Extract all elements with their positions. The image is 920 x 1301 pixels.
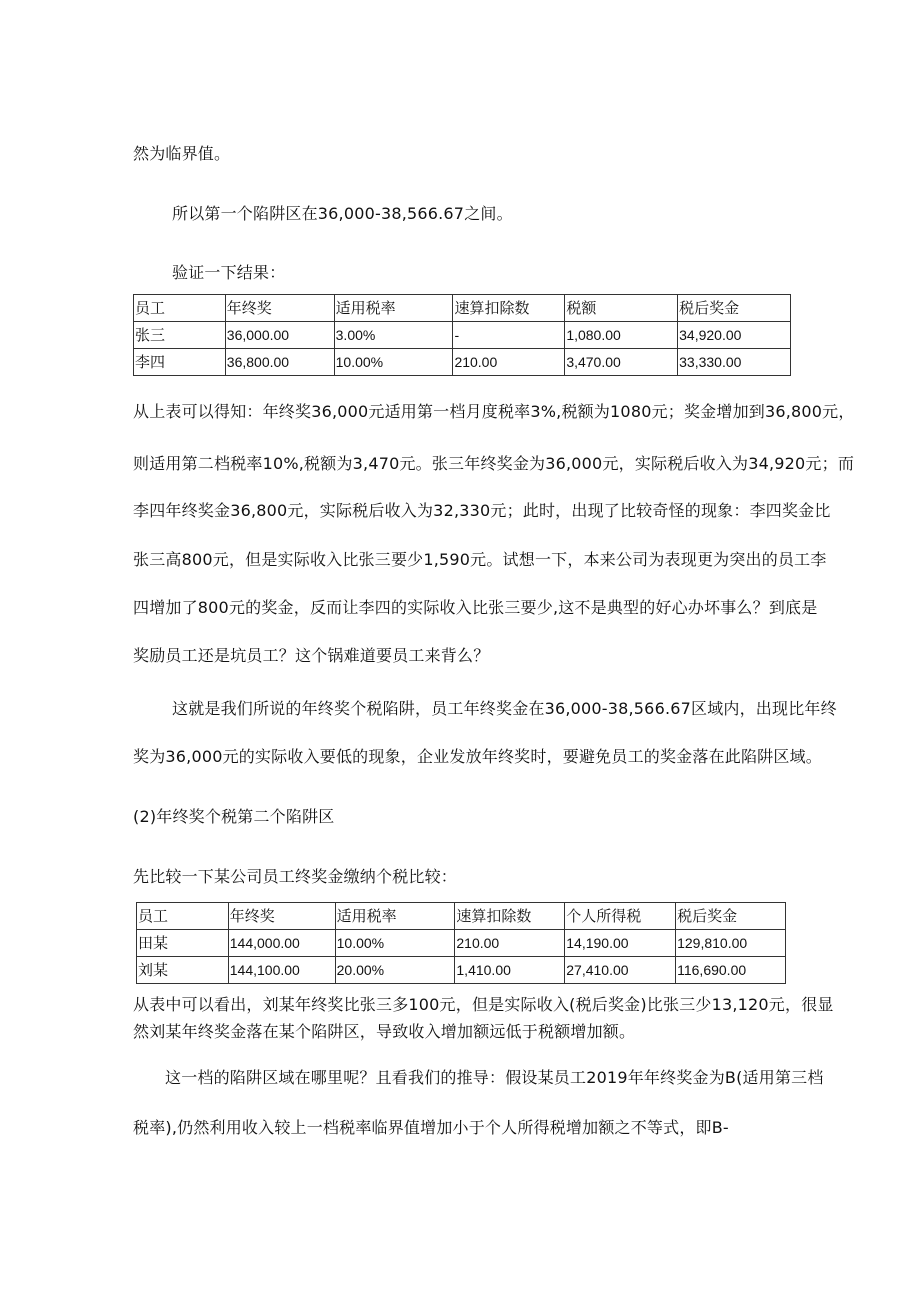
table-header-cell: 年终奖 (225, 295, 334, 322)
table-cell: - (453, 322, 565, 349)
table-cell: 36,000.00 (225, 322, 334, 349)
table-cell: 36,800.00 (225, 349, 334, 376)
table-header-cell: 适用税率 (335, 903, 455, 930)
paragraph-trap-definition-line: 奖为36,000元的实际收入要低的现象，企业发放年终奖时，要避免员工的奖金落在此陷阱区域。 (133, 747, 822, 766)
table-cell-employee: 李四 (134, 349, 226, 376)
table-header-row (137, 903, 786, 930)
paragraph-derivation-line: 这一档的陷阱区域在哪里呢？且看我们的推导：假设某员工2019年年终奖金为B(适用第三档 (165, 1068, 824, 1087)
paragraph-trap-definition-line: 这就是我们所说的年终奖个税陷阱，员工年终奖金在36,000-38,566.67区域内，出现比年终 (172, 699, 837, 718)
paragraph-analysis-line: 奖励员工还是坑员工？这个锅难道要员工来背么？ (133, 646, 490, 665)
table-cell: 210.00 (453, 349, 565, 376)
table-trap-one-comparison (133, 294, 791, 376)
table-cell: 129,810.00 (676, 930, 786, 957)
table-trap-two-comparison (136, 902, 786, 984)
table-cell: 10.00% (334, 349, 453, 376)
table-cell: 33,330.00 (678, 349, 791, 376)
paragraph-analysis-line: 则适用第二档税率10%,税额为3,470元。张三年终奖金为36,000元，实际税后收入为34,920元；而 (133, 454, 855, 473)
table-cell: 210.00 (455, 930, 565, 957)
table-cell: 20.00% (335, 957, 455, 984)
table-row (134, 322, 791, 349)
table-header-cell: 员工 (137, 903, 229, 930)
table-row (137, 930, 786, 957)
table-header-cell: 适用税率 (334, 295, 453, 322)
table-header-cell: 税额 (565, 295, 678, 322)
paragraph-company-comparison: 先比较一下某公司员工终奖金缴纳个税比较： (133, 867, 458, 886)
table-cell: 3.00% (334, 322, 453, 349)
table-cell: 3,470.00 (565, 349, 678, 376)
table-cell: 10.00% (335, 930, 455, 957)
table-header-cell: 年终奖 (228, 903, 335, 930)
table-header-cell: 速算扣除数 (455, 903, 565, 930)
table-cell-employee: 张三 (134, 322, 226, 349)
table-row (134, 349, 791, 376)
paragraph-analysis-line: 四增加了800元的奖金，反而让李四的实际收入比张三要少,这不是典型的好心办坏事么？到底是 (133, 598, 818, 617)
paragraph-table-conclusion-line: 然刘某年终奖金落在某个陷阱区，导致收入增加额远低于税额增加额。 (133, 1022, 636, 1041)
paragraph-first-trap-range: 所以第一个陷阱区在36,000-38,566.67之间。 (172, 204, 513, 223)
table-header-cell: 速算扣除数 (453, 295, 565, 322)
table-cell: 144,100.00 (228, 957, 335, 984)
paragraph-derivation-line: 税率),仍然利用收入较上一档税率临界值增加小于个人所得税增加额之不等式，即B- (133, 1118, 729, 1137)
table-cell: 1,080.00 (565, 322, 678, 349)
section-heading-second-trap: (2)年终奖个税第二个陷阱区 (133, 807, 335, 826)
table-cell: 116,690.00 (676, 957, 786, 984)
paragraph-table-conclusion-line: 从表中可以看出，刘某年终奖比张三多100元，但是实际收入(税后奖金)比张三少13,120元，很显 (133, 995, 834, 1014)
paragraph-analysis-line: 李四年终奖金36,800元，实际税后收入为32,330元；此时，出现了比较奇怪的现象：李四奖金比 (133, 501, 831, 520)
paragraph-analysis-line: 张三高800元，但是实际收入比张三要少1,590元。试想一下，本来公司为表现更为突出的员工李 (133, 550, 827, 569)
table-header-cell: 员工 (134, 295, 226, 322)
paragraph-analysis-line: 从上表可以得知：年终奖36,000元适用第一档月度税率3%,税额为1080元；奖金增加到36,800元， (133, 402, 855, 421)
table-header-row (134, 295, 791, 322)
table-cell: 144,000.00 (228, 930, 335, 957)
table-cell-employee: 刘某 (137, 957, 229, 984)
table-header-cell: 个人所得税 (565, 903, 676, 930)
table-cell-employee: 田某 (137, 930, 229, 957)
table-cell: 27,410.00 (565, 957, 676, 984)
paragraph-critical-value: 然为临界值。 (133, 144, 231, 163)
table-cell: 1,410.00 (455, 957, 565, 984)
table-header-cell: 税后奖金 (676, 903, 786, 930)
table-cell: 14,190.00 (565, 930, 676, 957)
table-cell: 34,920.00 (678, 322, 791, 349)
paragraph-verify-result: 验证一下结果： (172, 263, 286, 282)
table-row (137, 957, 786, 984)
table-header-cell: 税后奖金 (678, 295, 791, 322)
